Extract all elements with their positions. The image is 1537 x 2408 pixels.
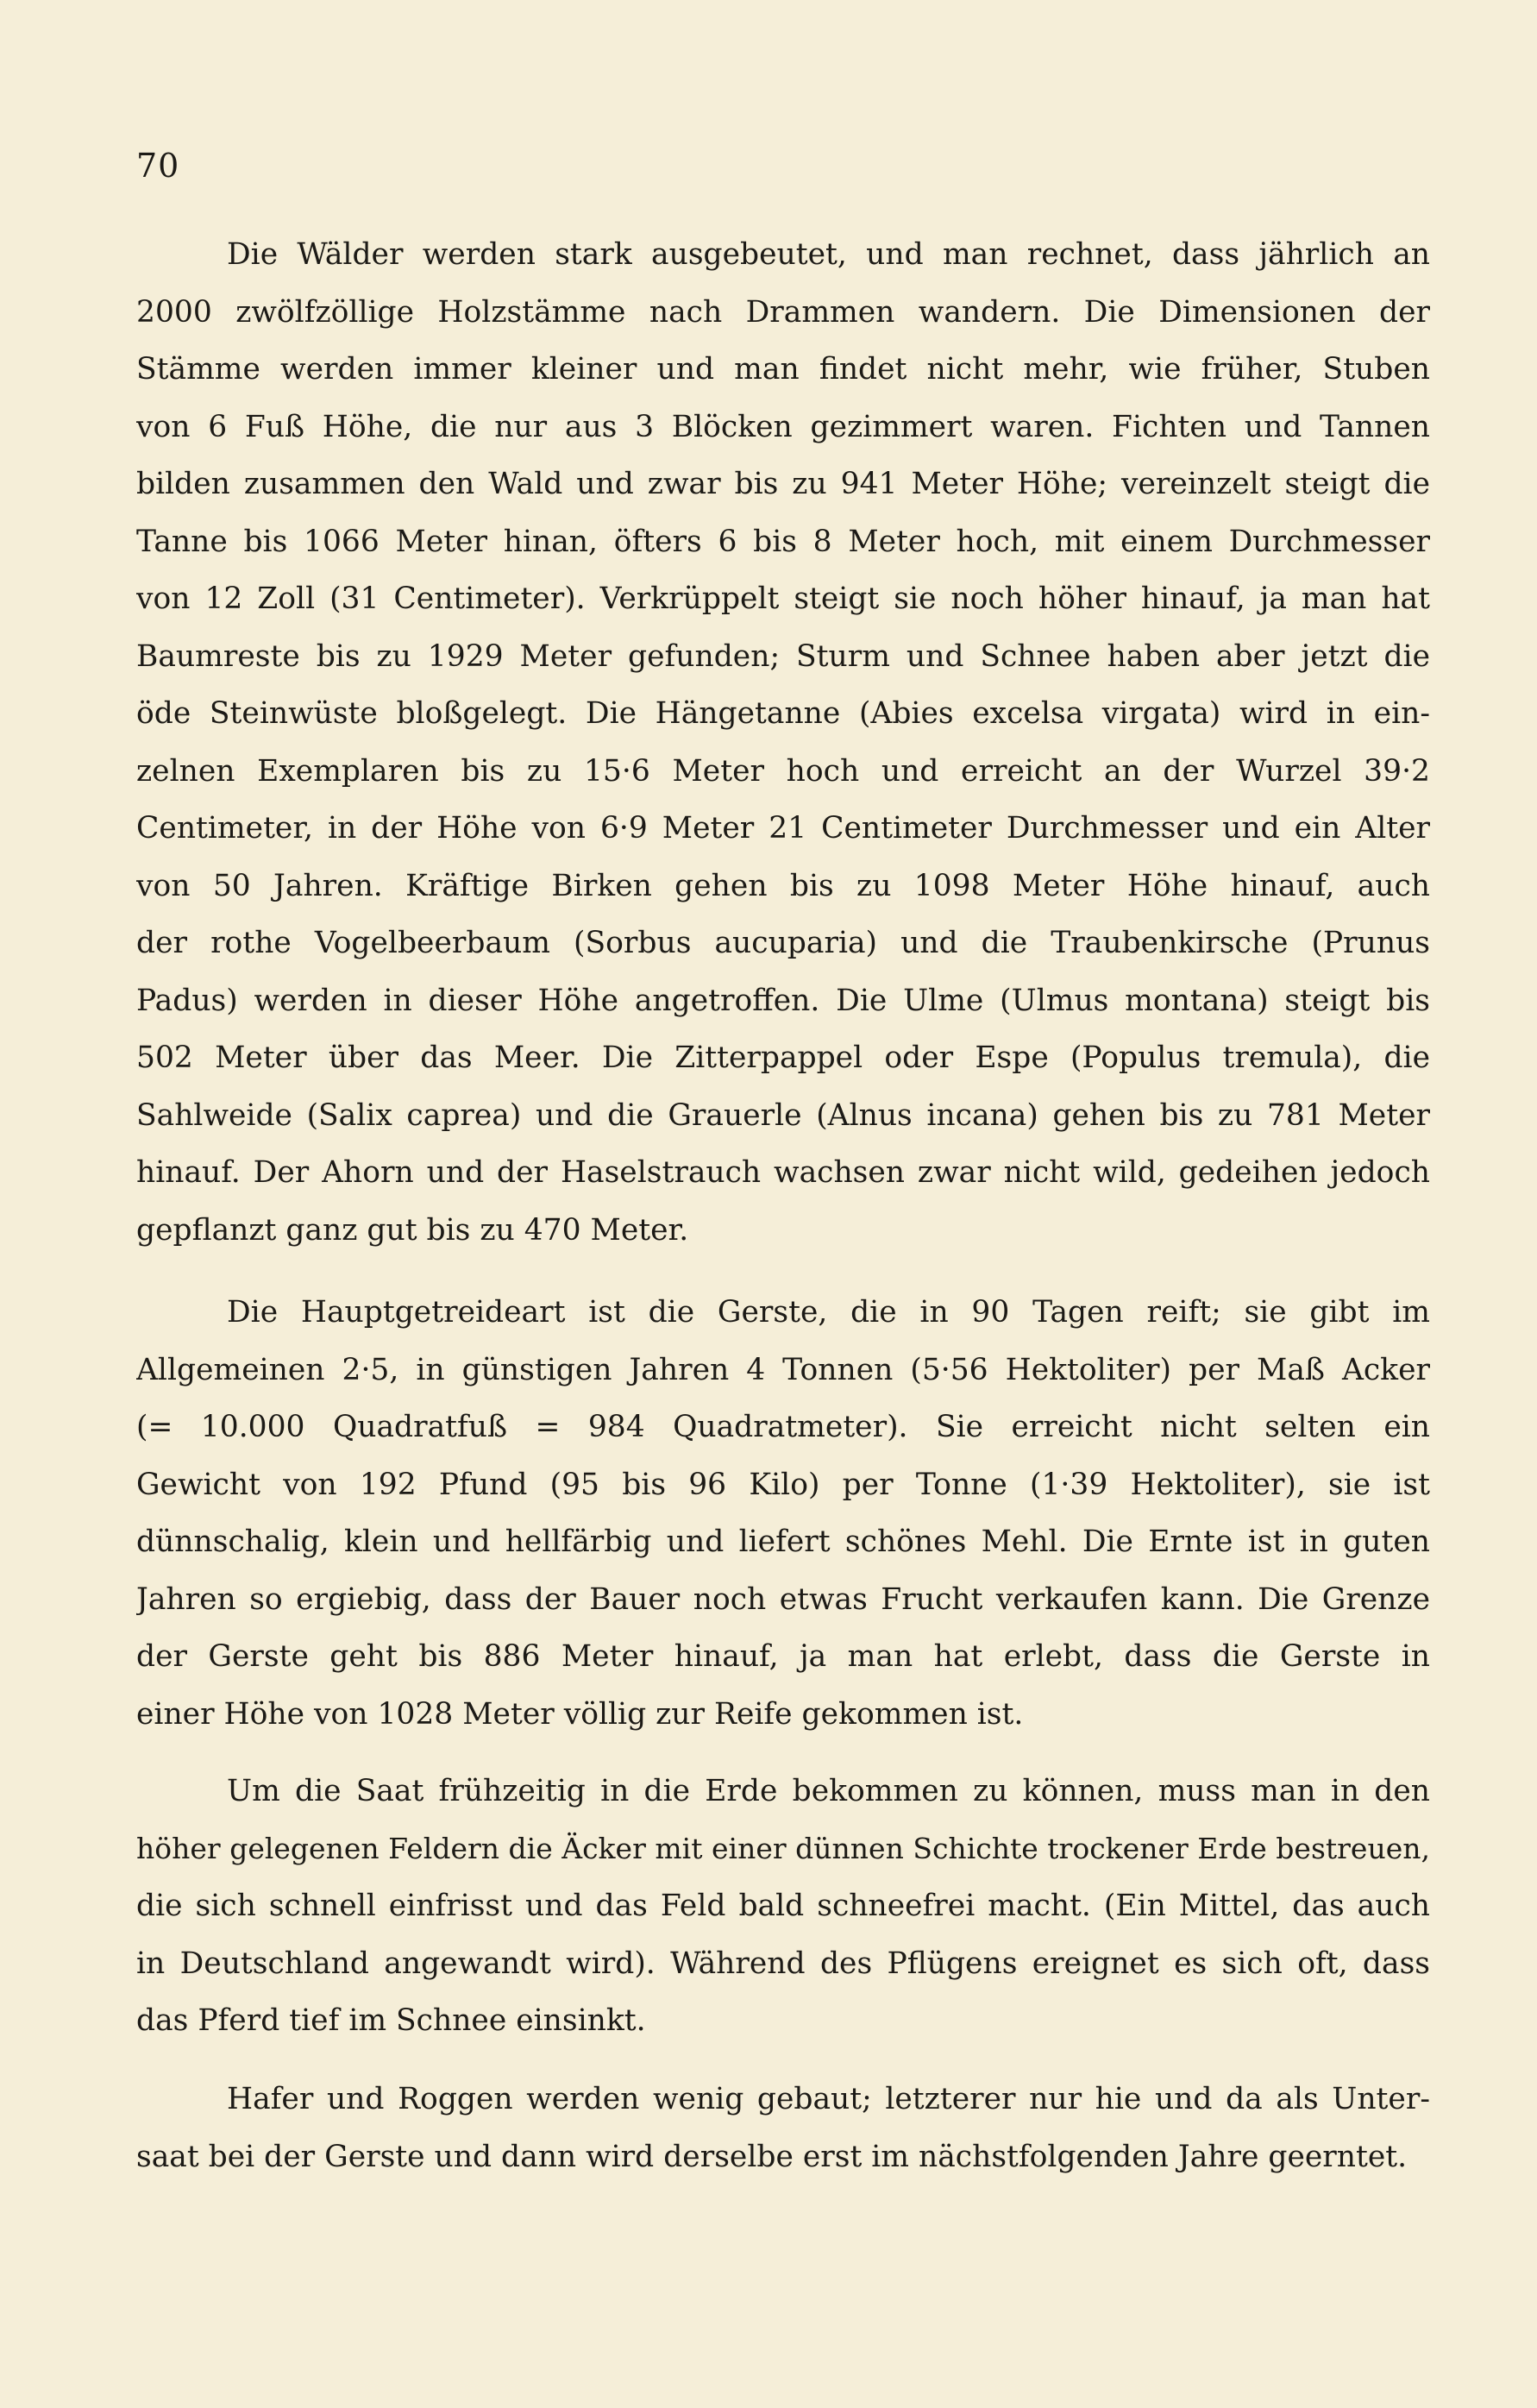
text-line: einer Höhe von 1028 Meter völlig zur Reife gekommen ist.	[136, 1696, 1024, 1732]
text-line: Stämme werden immer kleiner und man findet nicht mehr, wie früher, Stuben	[136, 352, 1430, 387]
text-line: öde Steinwüste bloßgelegt. Die Hängetanne (Abies excelsa virgata) wird in ein-	[136, 696, 1430, 731]
text-line: höher gelegenen Feldern die Äcker mit einer dünnen Schichte trockener Erde bestreuen,	[136, 1831, 1430, 1865]
text-line: der rothe Vogelbeerbaum (Sorbus aucuparia) und die Traubenkirsche (Prunus	[136, 926, 1430, 960]
text-line: von 12 Zoll (31 Centimeter). Verkrüppelt steigt sie noch höher hinauf, ja man hat	[136, 582, 1430, 616]
text-line: Jahren so ergiebig, dass der Bauer noch etwas Frucht verkaufen kann. Die Grenze	[136, 1581, 1430, 1617]
paragraph-sowing	[136, 1763, 1430, 2050]
text-line: Hafer und Roggen werden wenig gebaut; letzterer nur hie und da als Unter-	[227, 2082, 1430, 2116]
text-line: Sahlweide (Salix caprea) und die Grauerle (Alnus incana) gehen bis zu 781 Meter	[136, 1097, 1430, 1133]
text-line: der Gerste geht bis 886 Meter hinauf, ja man hat erlebt, dass die Gerste in	[136, 1639, 1430, 1674]
text-line: das Pferd tief im Schnee einsinkt.	[136, 2003, 646, 2038]
page-number: 70	[136, 147, 180, 185]
text-line: dünnschalig, klein und hellfärbig und liefert schönes Mehl. Die Ernte ist in guten	[136, 1525, 1430, 1559]
text-line: Die Wälder werden stark ausgebeutet, und man rechnet, dass jährlich an	[227, 237, 1430, 272]
text-line: hinauf. Der Ahorn und der Haselstrauch wachsen zwar nicht wild, gedeihen jedoch	[136, 1155, 1430, 1190]
text-line: in Deutschland angewandt wird). Während des Pflügens ereignet es sich oft, dass	[136, 1946, 1430, 1981]
paragraph-barley	[136, 1284, 1430, 1743]
paragraph-oats-rye	[136, 2071, 1430, 2185]
text-line: Centimeter, in der Höhe von 6·9 Meter 21 Centimeter Durchmesser und ein Alter	[136, 811, 1430, 846]
text-line: gepflanzt ganz gut bis zu 470 Meter.	[136, 1212, 689, 1248]
text-line: Padus) werden in dieser Höhe angetroffen. Die Ulme (Ulmus montana) steigt bis	[136, 983, 1430, 1018]
text-line: 502 Meter über das Meer. Die Zitterpappel oder Espe (Populus tremula), die	[136, 1041, 1430, 1075]
text-line: Allgemeinen 2·5, in günstigen Jahren 4 Tonnen (5·56 Hektoliter) per Maß Acker	[136, 1352, 1430, 1387]
text-line: Tanne bis 1066 Meter hinan, öfters 6 bis 8 Meter hoch, mit einem Durchmesser	[136, 524, 1430, 559]
text-line: Die Hauptgetreideart ist die Gerste, die in 90 Tagen reift; sie gibt im	[227, 1295, 1430, 1330]
text-line: Um die Saat frühzeitig in die Erde bekommen zu können, muss man in den	[227, 1774, 1430, 1808]
text-line: die sich schnell einfrisst und das Feld bald schneefrei macht. (Ein Mittel, das auch	[136, 1889, 1430, 1923]
text-line: saat bei der Gerste und dann wird derselbe erst im nächstfolgenden Jahre geerntet.	[136, 2139, 1408, 2174]
paragraph-forests	[136, 226, 1430, 1259]
text-line: (= 10.000 Quadratfuß = 984 Quadratmeter). Sie erreicht nicht selten ein	[136, 1410, 1430, 1444]
text-line: von 6 Fuß Höhe, die nur aus 3 Blöcken gezimmert waren. Fichten und Tannen	[136, 409, 1430, 444]
text-line: von 50 Jahren. Kräftige Birken gehen bis zu 1098 Meter Höhe hinauf, auch	[136, 868, 1430, 903]
text-line: Baumreste bis zu 1929 Meter gefunden; Sturm und Schnee haben aber jetzt die	[136, 638, 1430, 674]
text-line: zelnen Exemplaren bis zu 15·6 Meter hoch und erreicht an der Wurzel 39·2	[136, 753, 1430, 789]
text-line: 2000 zwölfzöllige Holzstämme nach Drammen wandern. Die Dimensionen der	[136, 294, 1430, 330]
text-line: Gewicht von 192 Pfund (95 bis 96 Kilo) per Tonne (1·39 Hektoliter), sie ist	[136, 1467, 1430, 1502]
text-line: bilden zusammen den Wald und zwar bis zu 941 Meter Höhe; vereinzelt steigt die	[136, 467, 1430, 501]
